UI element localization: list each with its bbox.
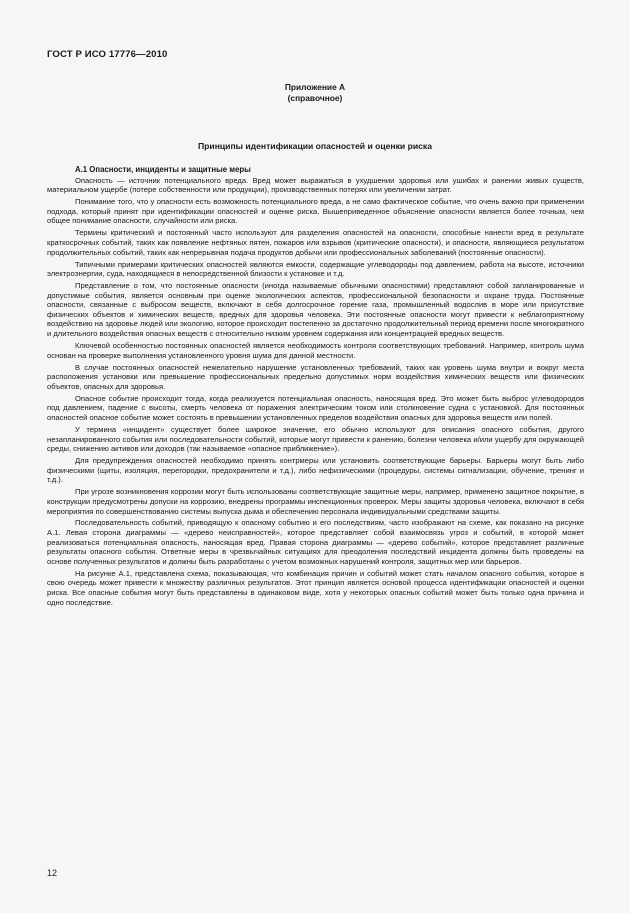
paragraph: У термина «инцидент» существует более широкое значение, его обычно используют для описания опасного события, другого незапланированного события или последовательности событий, которые могут привести к ранению, болезни человека и/или ущербу для окружающей среды, снижению активов или доходов (так называемое «опасное приближение»). [47,424,584,454]
paragraph: Понимание того, что у опасности есть возможность потенциального вреда, а не само фактическое событие, что очень важно при применении подхода, который принят при идентификации опасностей и оценке риска. Вышеприведенное объяснение опасности является более точным, чем общее понимание опасности, случайности или риска. [47,197,584,226]
annex-heading [250,82,380,104]
document-body [47,165,584,610]
page-number: 12 [47,868,58,878]
paragraph: Опасное событие происходит тогда, когда реализуется потенциальная опасность, наносящая вред. Это может быть выброс углеводородов под давлением, падение с высоты, смерть человека от поражения электрическим током или столкновение судна с установкой. Для постоянных опасностей опасное событие может состоять в превышении установленных пределов воздействия опасных для здоровья веществ или полей. [47,393,584,422]
paragraph: При угрозе возникновения коррозии могут быть использованы соответствующие защитные меры, например, применено защитное покрытие, в конструкции предусмотрены допуски на коррозию, внедрены программы инспекционных проверок. Меры защиты здоровья человека, включают в себя мероприятия по совершенствованию системы выпуска дыма и обеспечению персонала индивидуальными средствами защиты. [47,487,584,516]
document-code: ГОСТ Р ИСО 17776—2010 [47,49,168,60]
paragraph: Представление о том, что постоянные опасности (иногда называемые обычными опасностями) представляют собой запланированные и допустимые события, является основным при оценке экологических аспектов, профессиональной безопасности и охране труда. Постоянные опасности, связанные с выбросом веществ, включают в себя долгосрочное горение газа, промышленный водослив в море или присутствие физических объектов и химических веществ, вредных для здоровья человека. Эти постоянные опасности могут привести к неблагоприятному воздействию на здоровье людей или экологию, которое происходит постепенно за достаточно продолжительный период времени после многократного и длительного воздействия опасных веществ с относительно низким уровнем содержания или концентрацией вредных веществ. [47,281,584,339]
paragraph: Термины критический и постоянный часто используют для разделения опасностей на опасности, способные нанести вред в результате краткосрочных событий, таких как появление нефтяных пятен, пожаров или взрывов (критические опасности), и опасности, являющиеся результатом продолжительных событий, таких как непрерывная подача продуктов добычи или профессиональных заболеваний (постоянные опасности). [47,228,584,257]
paragraph: Опасность — источник потенциального вреда. Вред может выражаться в ухудшении здоровья или ушибах и ранении живых существ, материальном ущербе (потере собственности или продукции), производственных потерях или увеличении затрат. [47,175,584,195]
annex-type: (справочное) [287,93,343,103]
paragraph: Типичными примерами критических опасностей являются емкости, содержащие углеводороды под давлением, работа на высоте, источники электроэнергии, суда, находящиеся в непосредственной близости к установке и т.д. [47,259,584,279]
annex-label: Приложение А [284,82,346,92]
paragraph: Последовательность событий, приводящую к опасному событию и его последствиям, часто изображают на схеме, как показано на рисунке А.1. Левая сторона диаграммы — «дерево неисправностей», которое представляет собой взаимосвязь угроз и событий, в которой может реализоваться потенциальная опасность, наносящая вред. Правая сторона диаграммы — «дерево событий», которое представляет различные результаты опасного события. Ответные меры в чрезвычайных ситуациях для преодоления последствий инцидента должны быть проведены на основе полученных результатов и должны быть разработаны с учетом возможных нарушений контроля, защитных мер или барьеров. [47,518,584,566]
paragraph: Для предупреждения опасностей необходимо принять контрмеры или установить соответствующие барьеры. Барьеры могут быть либо физическими (щиты, изоляция, перегородки, предохранители и т.д.), либо нефизическими (процедуры, системы сигнализации, обучение, тренинг и т.д.). [47,456,584,485]
section-heading: А.1 Опасности, инциденты и защитные меры [75,165,251,174]
paragraph: Ключевой особенностью постоянных опасностей является необходимость контроля соответствующих требований. Например, контроль шума основан на проверке выполнения установленного уровня шума для данной местности. [47,341,584,360]
paragraph: В случае постоянных опасностей нежелательно нарушение установленных требований, таких как уровень шума внутри и вокруг места расположения установки или превышение профессиональных предельно допустимых норм воздействия химических веществ или физических объектов, опасных для здоровья. [47,362,584,391]
paragraph: На рисунке А.1, представлена схема, показывающая, что комбинация причин и событий может стать началом опасного события, которое в свою очередь может привести к множеству различных результатов. Этот принцип является основой процесса идентификации опасностей и оценки риска. Все опасные события могут быть представлены в одинаковом виде, хотя у некоторых опасных событий может быть только одна причина и одно последствие. [47,568,584,607]
annex-title: Принципы идентификации опасностей и оценки риска [197,141,432,151]
